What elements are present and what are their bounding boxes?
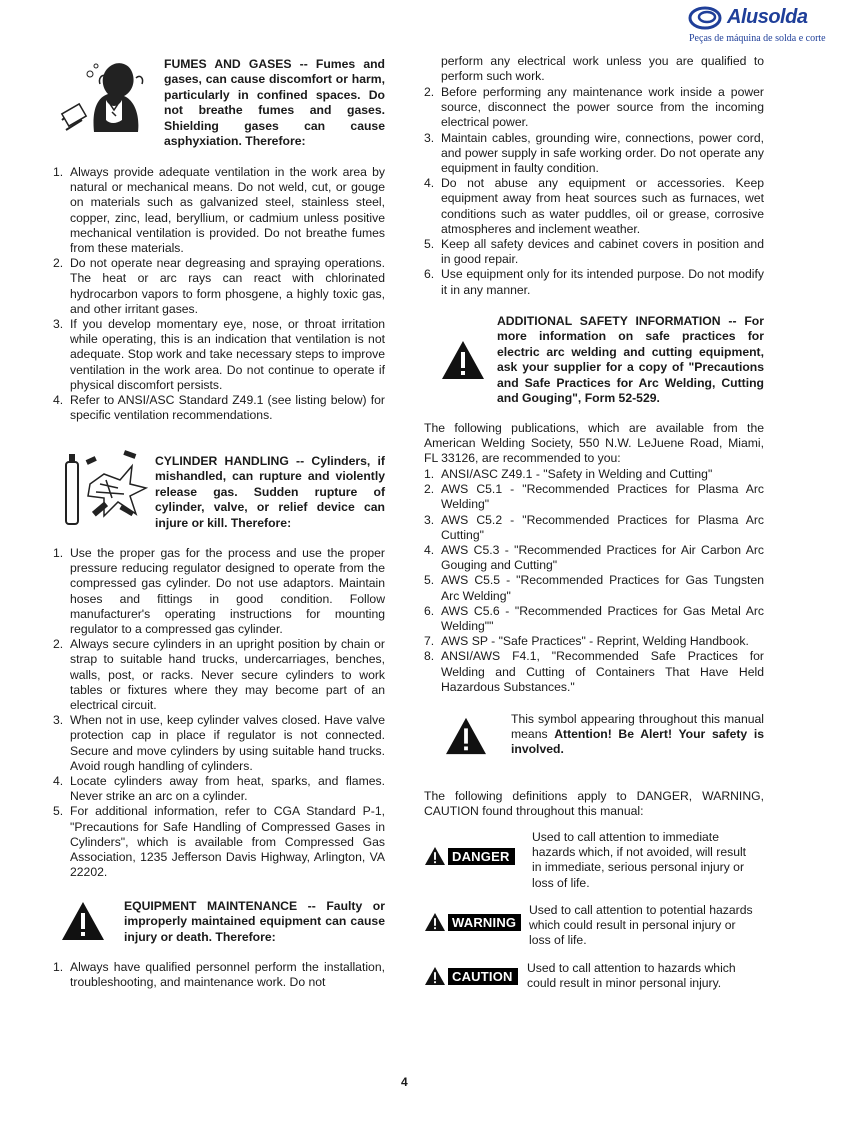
publications-intro: The following publications, which are available from the American Welding Society, 550 N.W. LeJuene Road, Miami, FL 33126, are recommended to you:	[424, 421, 764, 466]
cylinder-list	[53, 546, 385, 880]
warning-triangle-icon	[444, 716, 488, 756]
symbol-explanation: This symbol appearing throughout this manual means Attention! Be Alert! Your safety is involved.	[511, 712, 764, 757]
maintenance-list-continued: perform any electrical work unless you are qualified to perform such work.	[441, 54, 764, 84]
list-item: 1. Always have qualified personnel perform the installation, troubleshooting, and maintenance work. Do not	[53, 960, 385, 990]
list-item: 3. If you develop momentary eye, nose, or throat irritation while operating, this is an indication that ventilation is not adequate. Stop work and take necessary steps to improve ventilation in the work area. Do not continue to operate if physical discomfort persists.	[53, 317, 385, 392]
list-item: 1. ANSI/ASC Z49.1 - "Safety in Welding and Cutting"	[424, 467, 713, 481]
caution-label: CAUTION	[424, 966, 518, 986]
danger-description: Used to call attention to immediate hazards which, if not avoided, will result in immediate, serious personal injury or loss of life.	[532, 830, 747, 890]
warning-description: Used to call attention to potential hazards which could result in personal injury or loss of life.	[529, 903, 753, 948]
cylinder-intro: Cylinders, if mishandled, can rupture and violently release gas. Sudden rupture of cylinder, valve, or relief device can injure or kill. Therefore:	[155, 454, 385, 530]
logo-subtitle: Peças de máquina de solda e corte	[689, 33, 826, 44]
list-item: 3. Maintain cables, grounding wire, connections, power cord, and power supply in safe working order. Do not operate any equipment in faulty condition.	[424, 130, 764, 176]
list-item: 6. AWS C5.6 - "Recommended Practices for Gas Metal Arc Welding""	[424, 603, 764, 634]
fumes-intro: Fumes and gases, can cause discomfort or harm, particularly in confined spaces. Do not breathe fumes and gases. Shielding gases can cause asphyxiation. Therefore:	[164, 57, 385, 149]
warning-label: WARNING	[424, 912, 521, 932]
additional-safety-header	[497, 314, 764, 406]
danger-label: DANGER	[424, 846, 515, 866]
list-item: 4. AWS C5.3 - "Recommended Practices for Air Carbon Arc Gouging and Cutting"	[424, 543, 764, 573]
maintenance-list-part2	[424, 85, 764, 298]
fumes-title: FUMES AND GASES --	[164, 57, 308, 71]
maintenance-list-part1	[53, 960, 385, 990]
list-item: 2. Before performing any maintenance work inside a power source, disconnect the power source from the incoming electrical power.	[424, 85, 764, 130]
list-item: 5. For additional information, refer to CGA Standard P-1, "Precautions for Safe Handling of Compressed Gases in Cylinders", which is available from Compressed Gas Association, 1235 Jefferson Davis Highway, Arlington, VA 22202.	[53, 804, 385, 880]
list-item: 1. Use the proper gas for the process and use the proper pressure reducing regulator designed to operate from the compressed gas cylinder. Do not use adaptors. Maintain hoses and fittings in good condition. Follow manufacturer's operating instructions for mounting regulator to a compressed gas cylinder.	[53, 546, 385, 637]
warning-triangle-icon	[424, 912, 446, 932]
fumes-warning-header	[164, 57, 385, 149]
warning-triangle-icon	[424, 846, 446, 866]
list-item: 2. AWS C5.1 - "Recommended Practices for Plasma Arc Welding"	[424, 482, 764, 512]
warning-triangle-icon	[60, 900, 106, 942]
list-item: 7. AWS SP - "Safe Practices" - Reprint, Welding Handbook.	[424, 634, 749, 649]
maintenance-title: EQUIPMENT MAINTENANCE --	[124, 899, 316, 913]
list-item: 6. Use equipment only for its intended purpose. Do not modify it in any manner.	[424, 267, 764, 297]
brand-logo	[683, 2, 833, 46]
additional-text: For more information on safe practices for electric arc welding and cutting equipment, ask your supplier for a copy of "Precautions and Safe Practices for Arc Welding, Cutting and Gouging", Form 52-529.	[497, 314, 764, 406]
list-item: 4. Refer to ANSI/ASC Standard Z49.1 (see listing below) for specific ventilation recommendations.	[53, 393, 385, 423]
list-item: 5. Keep all safety devices and cabinet covers in position and in good repair.	[424, 237, 764, 267]
list-item: 3. AWS C5.2 - "Recommended Practices for Plasma Arc Cutting"	[424, 512, 764, 542]
fumes-list	[53, 165, 385, 423]
logo-swirl-icon	[687, 5, 727, 33]
logo-text: Alusolda	[727, 6, 808, 28]
list-item: 3. When not in use, keep cylinder valves closed. Have valve protection cap in place if regulator is not connected. Secure and move cylinders by using suitable hand trucks. Avoid rough handling of cylinders.	[53, 713, 385, 773]
warning-triangle-icon	[424, 966, 446, 986]
list-item: 2. Do not operate near degreasing and spraying operations. The heat or arc rays can react with chlorinated hydrocarbon vapors to form phosgene, a highly toxic gas, and other irritant gases.	[53, 256, 385, 316]
definitions-intro: The following definitions apply to DANGER, WARNING, CAUTION found throughout this manual:	[424, 789, 764, 819]
fumes-hazard-icon	[60, 54, 152, 134]
cylinder-title: CYLINDER HANDLING --	[155, 454, 305, 468]
additional-title: ADDITIONAL SAFETY INFORMATION --	[497, 314, 737, 328]
list-item: 5. AWS C5.5 - "Recommended Practices for Gas Tungsten Arc Welding"	[424, 573, 764, 603]
cylinder-warning-header	[155, 454, 385, 531]
caution-description: Used to call attention to hazards which could result in minor personal injury.	[527, 961, 736, 991]
maintenance-warning-header	[124, 899, 385, 945]
list-item: 4. Locate cylinders away from heat, sparks, and flames. Never strike an arc on a cylinder.	[53, 774, 385, 804]
list-item: 2. Always secure cylinders in an upright position by chain or strap to suitable hand trucks, undercarriages, benches, walls, post, or racks. Never secure cylinders to work tables or fixtures where they may become part of an electrical circuit.	[53, 637, 385, 713]
page-number: 4	[401, 1075, 408, 1089]
list-item: 4. Do not abuse any equipment or accessories. Keep equipment away from heat sources such as furnaces, wet conditions such as water puddles, oil or grease, corrosive atmospheres and inclement weather.	[424, 176, 764, 236]
list-item: 1. Always provide adequate ventilation in the work area by natural or mechanical means. Do not weld, cut, or gouge on materials such as galvanized steel, stainless steel, copper, zinc, lead, beryllium, or cadmium unless positive mechanical ventilation is provided. Do not breathe fumes from these materials.	[53, 165, 385, 256]
maintenance-intro: Faulty or improperly maintained equipment can cause injury or death. Therefore:	[124, 899, 385, 944]
list-item: 8. ANSI/AWS F4.1, "Recommended Safe Practices for Welding and Cutting of Containers That Have Held Hazardous Substances."	[424, 649, 764, 694]
warning-triangle-icon	[440, 339, 486, 381]
publications-list	[424, 467, 764, 695]
cylinder-hazard-icon	[60, 444, 150, 528]
